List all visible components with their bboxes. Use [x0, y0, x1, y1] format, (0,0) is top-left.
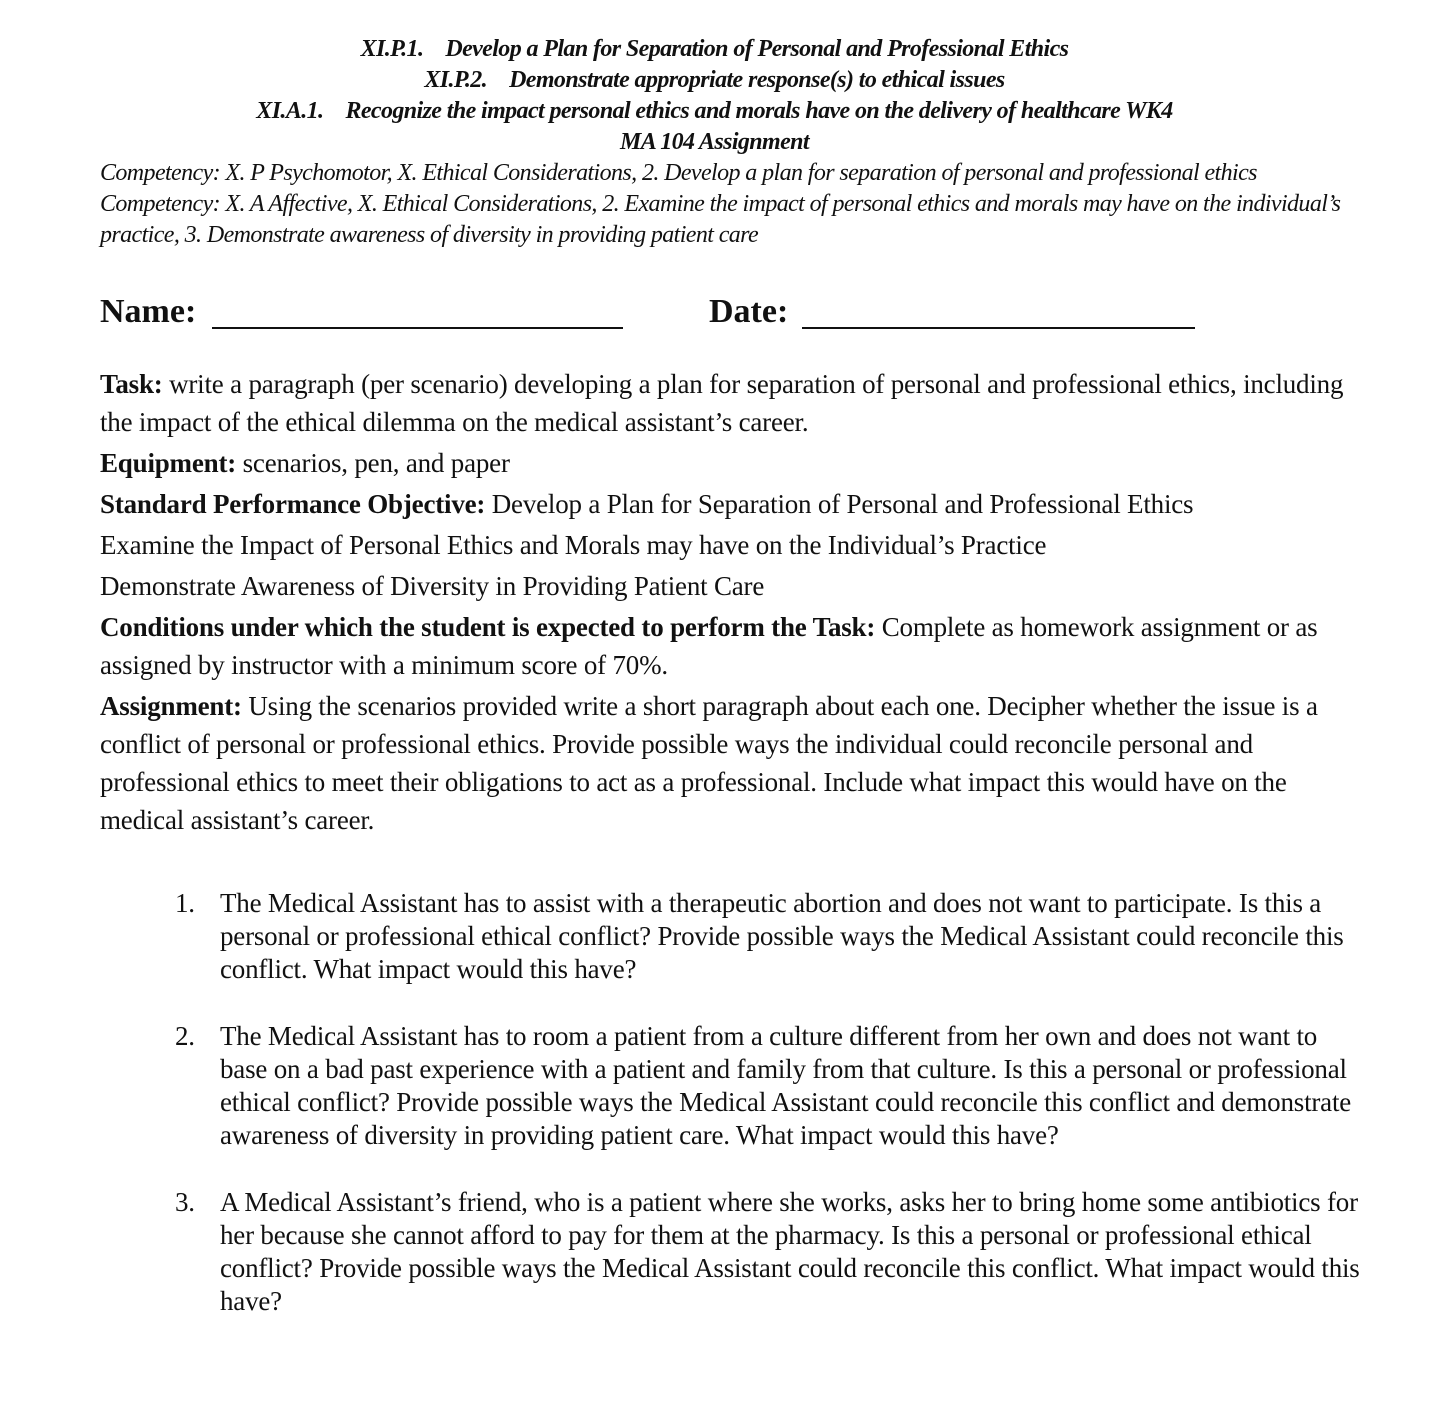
standard-text: Recognize the impact personal ethics and morals have on the delivery of healthcare WK4 — [345, 98, 1173, 124]
scenario-text: The Medical Assistant has to room a patient from a culture different from her own and does not want to base on a bad past experience with a patient and family from that culture. Is this a personal or professional ethical conflict? Provide possible ways the Medical Assistant could reconcile this conflict and demonstrate awareness of diversity in providing patient care. What impact would this have? — [220, 1021, 1352, 1150]
standard-code: XI.A.1. — [256, 98, 324, 124]
objective-label: Standard Performance Objective: — [100, 489, 486, 519]
name-date-row — [100, 293, 1369, 333]
scenario-number: 1. — [175, 888, 195, 918]
scenario-number: 3. — [175, 1187, 195, 1217]
standard-line — [0, 65, 1429, 96]
objective-text: Develop a Plan for Separation of Personal and Professional Ethics — [485, 489, 1194, 519]
standard-text: Demonstrate appropriate response(s) to ethical issues — [509, 67, 1005, 93]
name-label: Name: — [100, 293, 197, 330]
assignment-text: Using the scenarios provided write a short paragraph about each one. Decipher whether the issue is a conflict of personal or professional ethics. Provide possible ways the individual could reconcile personal and professional ethics to meet their obligations to act as a professional. Include what impact this would have on the medical assistant’s career. — [100, 691, 1318, 835]
standard-text: Develop a Plan for Separation of Personal and Professional Ethics — [445, 36, 1069, 62]
conditions-paragraph — [100, 608, 1360, 684]
date-label: Date: — [709, 293, 789, 330]
list-item — [100, 1186, 1360, 1318]
conditions-text: Complete as homework assignment or as assigned by instructor with a minimum score of 70%. — [100, 612, 1318, 680]
objective-paragraph — [100, 485, 1360, 523]
date-blank-line[interactable] — [802, 327, 1195, 329]
conditions-label: Conditions under which the student is expected to perform the Task: — [100, 612, 876, 642]
equipment-label: Equipment: — [100, 448, 237, 478]
assignment-label: Assignment: — [100, 691, 242, 721]
assignment-title: MA 104 Assignment — [620, 129, 809, 155]
name-blank-line[interactable] — [212, 327, 623, 329]
scenario-text: A Medical Assistant’s friend, who is a patient where she works, asks her to bring home some antibiotics for her because she cannot afford to pay for them at the pharmacy. Is this a personal or professional ethical conflict? Provide possible ways the Medical Assistant could reconcile this conflict. What impact would this have? — [220, 1187, 1360, 1316]
standard-code: XI.P.1. — [360, 36, 424, 62]
equipment-text: scenarios, pen, and paper — [236, 448, 510, 478]
task-paragraph — [100, 365, 1360, 441]
standards-header — [0, 34, 1429, 158]
scenario-text: The Medical Assistant has to assist with a therapeutic abortion and does not want to participate. Is this a personal or professional ethical conflict? Provide possible ways the Medical Assistant could reconcile this conflict. What impact would this have? — [220, 888, 1344, 984]
assignment-paragraph — [100, 687, 1360, 839]
equipment-paragraph — [100, 444, 1360, 482]
task-text: write a paragraph (per scenario) developing a plan for separation of personal and professional ethics, including the impact of the ethical dilemma on the medical assistant’s career. — [100, 369, 1344, 437]
scenario-list — [100, 887, 1369, 1318]
standard-code: XI.P.2. — [424, 67, 488, 93]
instructions — [100, 365, 1360, 839]
standard-line — [0, 34, 1429, 65]
objective-line-2: Examine the Impact of Personal Ethics and Morals may have on the Individual’s Practice — [100, 530, 1047, 560]
competency-psychomotor: Competency: X. P Psychomotor, X. Ethical Considerations, 2. Develop a plan for separation of personal and professional ethics — [100, 160, 1257, 186]
document-page — [0, 34, 1429, 1426]
objective-line-3: Demonstrate Awareness of Diversity in Providing Patient Care — [100, 571, 765, 601]
list-item — [100, 1020, 1360, 1152]
scenario-number: 2. — [175, 1021, 195, 1051]
list-item — [100, 887, 1360, 986]
competency-affective: Competency: X. A Affective, X. Ethical Considerations, 2. Examine the impact of personal ethics and morals may have on the individual’s practice, 3. Demonstrate awareness of diversity in providing patient care — [100, 191, 1341, 248]
standard-line — [0, 96, 1429, 127]
task-label: Task: — [100, 369, 163, 399]
